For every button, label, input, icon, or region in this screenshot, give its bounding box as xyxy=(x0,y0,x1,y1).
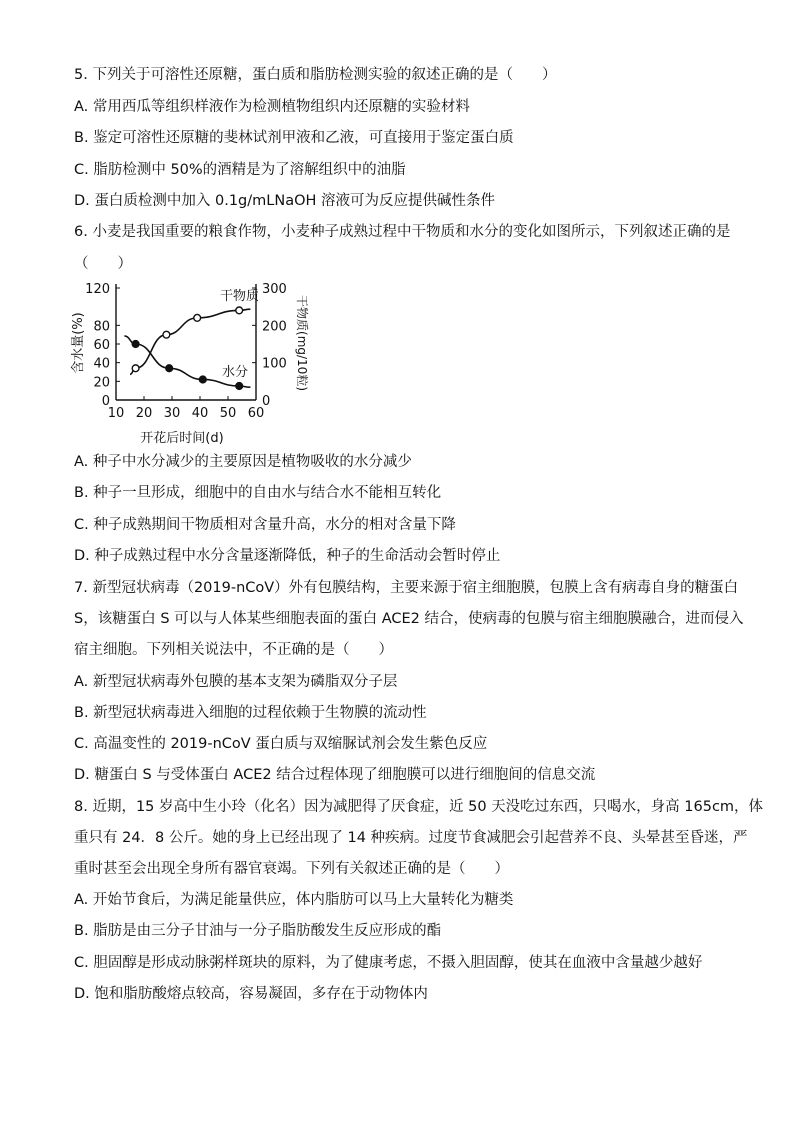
question-8-option-a: A. 开始节食后，为满足能量供应，体内脂肪可以马上大量转化为糖类 xyxy=(74,892,514,908)
dry-matter-point xyxy=(194,314,201,321)
question-8-option-b: B. 脂肪是由三分子甘油与一分子脂肪酸发生反应形成的酯 xyxy=(74,923,442,939)
question-7-option-d: D. 糖蛋白 S 与受体蛋白 ACE2 结合过程体现了细胞膜可以进行细胞间的信息交流 xyxy=(74,767,596,783)
question-5-stem: 5. 下列关于可溶性还原糖，蛋白质和脂肪检测实验的叙述正确的是（ ） xyxy=(74,67,557,83)
y-right-tick-label: 300 xyxy=(262,282,287,297)
dry-matter-point xyxy=(132,365,139,372)
question-6-option-c: C. 种子成熟期间干物质相对含量升高，水分的相对含量下降 xyxy=(74,517,456,533)
y-axis-left-label: 含水量(%) xyxy=(71,312,86,374)
y-left-tick-label: 80 xyxy=(93,319,110,335)
x-axis-label: 开花后时间(d) xyxy=(140,431,224,446)
water-content-point xyxy=(132,341,139,348)
y-left-tick-label: 60 xyxy=(93,338,110,353)
x-tick-label: 60 xyxy=(247,406,265,421)
question-5-option-c: C. 脂肪检测中 50%的酒精是为了溶解组织中的油脂 xyxy=(74,162,406,178)
x-tick-label: 10 xyxy=(107,406,125,421)
question-7-stem-line-1: 7. 新型冠状病毒（2019-nCoV）外有包膜结构，主要来源于宿主细胞膜，包膜上含有病毒自身的糖蛋白 xyxy=(74,580,739,596)
question-6-option-d: D. 种子成熟过程中水分含量逐渐降低，种子的生命活动会暂时停止 xyxy=(74,548,501,564)
water-content-point xyxy=(236,383,243,390)
y-left-tick-label: 20 xyxy=(93,375,110,391)
question-7-stem-line-3: 宿主细胞。下列相关说法中，不正确的是（ ） xyxy=(74,642,393,658)
seed-maturation-chart xyxy=(66,280,336,450)
y-right-tick-label: 200 xyxy=(262,319,287,335)
x-tick-label: 30 xyxy=(163,406,181,421)
question-7-stem-line-2: S，该糖蛋白 S 可以与人体某些细胞表面的蛋白 ACE2 结合，使病毒的包膜与宿主细胞膜融合，进而侵入 xyxy=(74,611,744,627)
dry-matter-point xyxy=(163,331,170,338)
question-8-stem-line-3: 重时甚至会出现全身所有器官衰竭。下列有关叙述正确的是（ ） xyxy=(74,861,509,877)
question-8-option-d: D. 饱和脂肪酸熔点较高，容易凝固，多存在于动物体内 xyxy=(74,986,428,1002)
question-7-option-b: B. 新型冠状病毒进入细胞的过程依赖于生物膜的流动性 xyxy=(74,705,427,721)
series-label-water: 水分 xyxy=(222,365,249,380)
question-8-stem-line-1: 8. 近期，15 岁高中生小玲（化名）因为减肥得了厌食症，近 50 天没吃过东西，只喝水，身高 165cm，体 xyxy=(74,799,764,815)
question-5-option-b: B. 鉴定可溶性还原糖的斐林试剂甲液和乙液，可直接用于鉴定蛋白质 xyxy=(74,130,514,146)
question-7-option-c: C. 高温变性的 2019-nCoV 蛋白质与双缩脲试剂会发生紫色反应 xyxy=(74,736,488,752)
x-tick-label: 40 xyxy=(191,406,209,421)
question-6-stem-line-2: （ ） xyxy=(74,256,132,272)
y-left-tick-label: 0 xyxy=(101,394,110,409)
question-6-stem-line-1: 6. 小麦是我国重要的粮食作物，小麦种子成熟过程中干物质和水分的变化如图所示，下列叙述正确的是 xyxy=(74,224,731,240)
series-label-dry-matter: 干物质 xyxy=(220,289,260,304)
question-5-option-d: D. 蛋白质检测中加入 0.1g/mLNaOH 溶液可为反应提供碱性条件 xyxy=(74,193,496,209)
dry-matter-point xyxy=(236,307,243,314)
x-tick-label: 50 xyxy=(219,406,237,421)
y-left-tick-label: 120 xyxy=(85,282,110,297)
question-5-option-a: A. 常用西瓜等组织样液作为检测植物组织内还原糖的实验材料 xyxy=(74,99,470,115)
question-8-option-c: C. 胆固醇是形成动脉粥样斑块的原料，为了健康考虑，不摄入胆固醇，使其在血液中含量越少越好 xyxy=(74,955,703,971)
question-6-option-a: A. 种子中水分减少的主要原因是植物吸收的水分减少 xyxy=(74,454,412,470)
question-6-option-b: B. 种子一旦形成，细胞中的自由水与结合水不能相互转化 xyxy=(74,485,442,501)
y-axis-right-label: 干物质(mg/10粒) xyxy=(295,295,309,391)
y-right-tick-label: 0 xyxy=(262,394,271,409)
y-right-tick-label: 100 xyxy=(262,356,287,372)
x-tick-label: 20 xyxy=(135,406,153,421)
question-7-option-a: A. 新型冠状病毒外包膜的基本支架为磷脂双分子层 xyxy=(74,674,398,690)
water-content-point xyxy=(199,376,206,383)
water-content-point xyxy=(166,365,173,372)
y-left-tick-label: 40 xyxy=(93,356,110,372)
question-8-stem-line-2: 重只有 24．8 公斤。她的身上已经出现了 14 种疾病。过度节食减肥会引起营养不良、头晕甚至昏迷，严 xyxy=(74,830,748,846)
